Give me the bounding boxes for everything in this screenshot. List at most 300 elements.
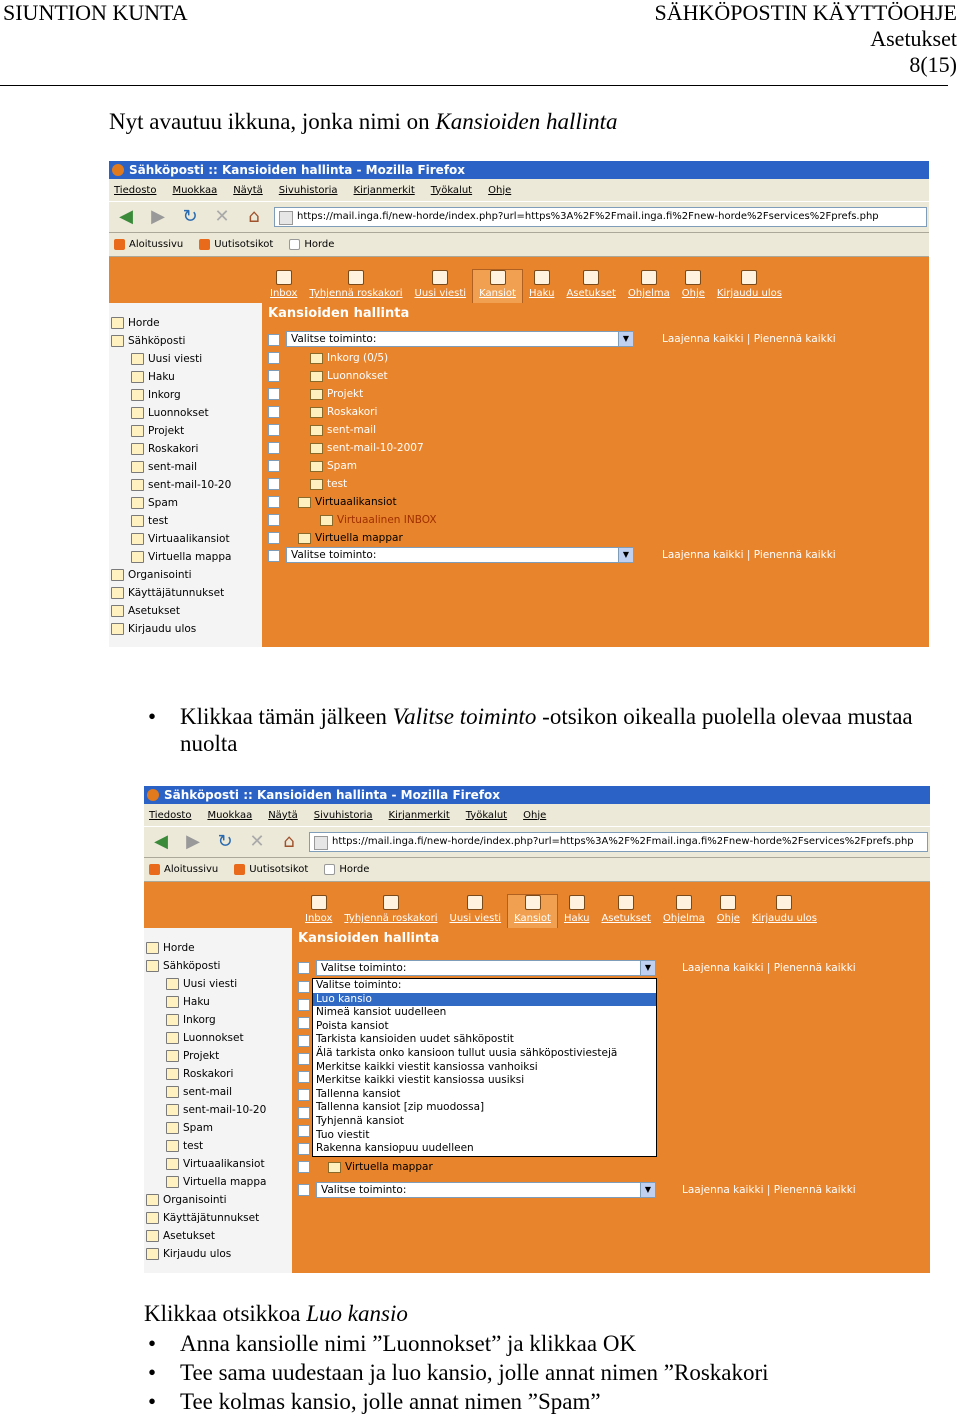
- horde-toolbar: [144, 882, 930, 928]
- sidebar-label: Kirjaudu ulos: [163, 1248, 232, 1260]
- sidebar-label: Kirjaudu ulos: [128, 623, 197, 635]
- sidebar-item[interactable]: [166, 1068, 233, 1080]
- sidebar-label: Luonnokset: [148, 407, 209, 419]
- sidebar-label: Spam: [148, 497, 178, 509]
- bookmarks-bar: [144, 858, 930, 882]
- bookmarks-bar: [109, 233, 929, 257]
- bullet-dot: •: [148, 1360, 157, 1385]
- sidebar-item[interactable]: [111, 623, 196, 635]
- folder-icon: [328, 1162, 341, 1173]
- folder-icon: [166, 1032, 179, 1044]
- folder-icon: [166, 1104, 179, 1116]
- sidebar-label: test: [148, 515, 169, 527]
- folder-label: Roskakori: [327, 406, 378, 418]
- folder-panel: [262, 303, 929, 647]
- sidebar-item[interactable]: [146, 1248, 231, 1260]
- bookmark-item[interactable]: [114, 239, 183, 250]
- dropdown-option[interactable]: Valitse toiminto:: [316, 979, 402, 991]
- click-text: Klikkaa otsikkoa: [144, 1301, 307, 1326]
- sidebar-label: Spam: [183, 1122, 213, 1134]
- folder-icon: [131, 353, 144, 365]
- sidebar-item[interactable]: [131, 425, 184, 437]
- screenshot-action-dropdown: [144, 786, 930, 1273]
- chevron-down-icon[interactable]: ▼: [618, 548, 633, 562]
- folder-row[interactable]: [310, 442, 424, 454]
- folder-icon: [166, 1176, 179, 1188]
- sidebar-item[interactable]: [166, 1086, 232, 1098]
- folder-icon: [146, 1194, 159, 1206]
- folder-row[interactable]: [310, 388, 363, 400]
- bullet-item: [148, 1359, 769, 1386]
- folder-icon: [310, 443, 323, 454]
- folder-row[interactable]: [320, 514, 437, 526]
- header-right: [655, 0, 958, 78]
- sidebar-item[interactable]: [166, 1050, 219, 1062]
- folder-icon: [166, 996, 179, 1008]
- sidebar-item[interactable]: [166, 996, 210, 1008]
- chevron-down-icon[interactable]: ▼: [618, 332, 633, 346]
- bullet-dot: •: [148, 1331, 157, 1356]
- sidebar: [144, 928, 292, 1273]
- window-title: Sähköposti :: Kansioiden hallinta - Mozilla Firefox: [164, 788, 501, 802]
- folder-icon: [111, 317, 124, 329]
- bookmark-item[interactable]: [199, 239, 273, 250]
- bookmark-item[interactable]: [289, 239, 334, 250]
- expand-collapse-links[interactable]: Laajenna kaikki | Pienennä kaikki: [682, 962, 856, 974]
- menu-item[interactable]: Sivuhistoria: [278, 184, 338, 196]
- menu-item[interactable]: Työkalut: [465, 809, 508, 821]
- folder-label: Inkorg (0/5): [327, 352, 389, 364]
- checkbox[interactable]: [268, 550, 280, 562]
- bookmark-item[interactable]: [234, 864, 308, 875]
- user-icon: [111, 587, 124, 599]
- checkbox[interactable]: [298, 1017, 310, 1029]
- horde-toolbar: [109, 257, 929, 303]
- folder-icon: [320, 515, 333, 526]
- header-doc-title: SÄHKÖPOSTIN KÄYTTÖOHJE: [654, 0, 957, 25]
- toolbar-settings[interactable]: Asetukset: [595, 895, 657, 928]
- dropdown-option[interactable]: Tarkista kansioiden uudet sähköpostit: [316, 1033, 514, 1046]
- toolbar-folders[interactable]: Kansiot: [507, 894, 558, 928]
- sidebar-label: Horde: [128, 317, 160, 329]
- sidebar-item[interactable]: [166, 1014, 216, 1026]
- menu-item[interactable]: Muokkaa: [207, 809, 253, 821]
- sidebar-item[interactable]: [131, 515, 168, 527]
- toolbar-logout[interactable]: Kirjaudu ulos: [711, 270, 788, 303]
- folder-icon: [166, 1068, 179, 1080]
- checkbox[interactable]: [268, 370, 280, 382]
- checkbox[interactable]: [298, 1125, 310, 1137]
- dropdown-option[interactable]: Tallenna kansiot [zip muodossa]: [316, 1101, 485, 1114]
- sidebar-label: Luonnokset: [183, 1032, 244, 1044]
- sidebar-label: Asetukset: [128, 605, 181, 617]
- bookmark-label: Horde: [339, 864, 370, 875]
- bullet-text: Tee kolmas kansio, jolle annat nimen ”Spam”: [180, 1389, 601, 1414]
- home-icon[interactable]: ⌂: [248, 206, 260, 227]
- checkbox[interactable]: [298, 1089, 310, 1101]
- intro-paragraph: [109, 108, 618, 136]
- intro-text: Nyt avautuu ikkuna, jonka nimi on: [109, 109, 436, 134]
- bookmark-label: Aloitussivu: [164, 864, 219, 875]
- sidebar-label: Virtuella mappa: [148, 551, 232, 563]
- checkbox[interactable]: [268, 388, 280, 400]
- folder-icon: [131, 551, 144, 563]
- checkbox[interactable]: [268, 334, 280, 346]
- sidebar-item[interactable]: [131, 533, 230, 545]
- sidebar-label: Projekt: [183, 1050, 220, 1062]
- folder-label: sent-mail: [327, 424, 376, 436]
- sidebar-item[interactable]: [131, 353, 202, 365]
- sidebar-item[interactable]: [166, 1104, 266, 1116]
- bullet-text: Anna kansiolle nimi ”Luonnokset” ja klikkaa OK: [180, 1331, 637, 1356]
- bullet-text: -otsikon oikealla puolella olevaa mustaa: [536, 704, 913, 729]
- folder-label: Virtuella mappar: [315, 532, 403, 544]
- header-page-number: 8(15): [909, 52, 957, 77]
- menu-bar: [109, 179, 929, 201]
- folder-icon: [111, 335, 124, 347]
- sidebar-label: sent-mail: [148, 461, 197, 473]
- checkbox[interactable]: [268, 424, 280, 436]
- sidebar-item[interactable]: [111, 569, 192, 581]
- bullet-item: [148, 1388, 601, 1415]
- sidebar-item[interactable]: [131, 497, 178, 509]
- sidebar-label: Haku: [183, 996, 210, 1008]
- sidebar-label: Organisointi: [128, 569, 192, 581]
- checkbox[interactable]: [298, 1143, 310, 1155]
- home-icon[interactable]: ⌂: [283, 831, 295, 852]
- bookmark-label: Uutisotsikot: [214, 239, 274, 250]
- folder-icon: [310, 461, 323, 472]
- folder-icon: [310, 407, 323, 418]
- toolbar-help[interactable]: Ohje: [711, 895, 746, 928]
- sidebar-label: Sähköposti: [128, 335, 186, 347]
- checkbox[interactable]: [268, 532, 280, 544]
- bullet-text: Tee sama uudestaan ja luo kansio, jolle annat nimen ”Roskakori: [180, 1360, 769, 1385]
- chevron-down-icon[interactable]: ▼: [640, 1183, 655, 1197]
- sidebar-label: Inkorg: [148, 389, 181, 401]
- dropdown-option[interactable]: Tallenna kansiot: [316, 1087, 401, 1100]
- logout-icon: [146, 1248, 159, 1260]
- sidebar-label: Horde: [163, 942, 195, 954]
- folder-icon: [310, 479, 323, 490]
- menu-item[interactable]: Ohje: [523, 809, 547, 821]
- sidebar-label: Roskakori: [183, 1068, 234, 1080]
- sidebar-item[interactable]: [131, 371, 175, 383]
- sidebar-label: Projekt: [148, 425, 185, 437]
- folder-icon: [131, 461, 144, 473]
- folder-label: Luonnokset: [327, 370, 388, 382]
- panel-title: Kansioiden hallinta: [298, 931, 440, 946]
- select-label: Valitse toiminto:: [321, 962, 407, 974]
- firefox-icon: [112, 164, 124, 176]
- expand-collapse-links[interactable]: Laajenna kaikki | Pienennä kaikki: [682, 1184, 856, 1196]
- folder-row[interactable]: [310, 460, 357, 472]
- click-create-folder-line: [144, 1300, 408, 1328]
- sidebar-label: Uusi viesti: [183, 978, 238, 990]
- folder-label: Virtuella mappar: [345, 1161, 433, 1173]
- folder-icon: [146, 942, 159, 954]
- firefox-icon: [147, 789, 159, 801]
- checkbox[interactable]: [268, 460, 280, 472]
- checkbox[interactable]: [268, 514, 280, 526]
- bookmark-label: Uutisotsikot: [249, 864, 309, 875]
- sidebar-label: Virtuaalikansiot: [183, 1158, 265, 1170]
- bullet-click-arrow: [148, 703, 960, 757]
- menu-bar: [144, 804, 930, 826]
- bullet-text: Klikkaa tämän jälkeen: [180, 704, 393, 729]
- bullet-text: nuolta: [180, 731, 238, 756]
- checkbox[interactable]: [268, 352, 280, 364]
- dropdown-option-create-folder[interactable]: Luo kansio: [313, 993, 656, 1007]
- bookmark-item[interactable]: [149, 864, 218, 875]
- folder-row[interactable]: [310, 352, 388, 364]
- folder-icon: [111, 569, 124, 581]
- window-title-bar: [144, 786, 930, 804]
- sidebar-label: sent-mail-10-20: [148, 479, 232, 491]
- rss-icon: [199, 239, 210, 250]
- folder-icon: [310, 371, 323, 382]
- folder-icon: [310, 389, 323, 400]
- sidebar-item[interactable]: [166, 978, 237, 990]
- select-label: Valitse toiminto:: [291, 333, 377, 345]
- bullet-emphasis: Valitse toiminto: [392, 704, 537, 729]
- tools-icon: [111, 605, 124, 617]
- sidebar-item[interactable]: [131, 443, 198, 455]
- navigation-bar: [109, 201, 929, 233]
- checkbox[interactable]: [298, 1071, 310, 1083]
- menu-item[interactable]: Kirjanmerkit: [353, 184, 415, 196]
- sidebar-item[interactable]: [111, 587, 224, 599]
- sidebar-label: Uusi viesti: [148, 353, 203, 365]
- bookmark-item[interactable]: [324, 864, 369, 875]
- horde-body: [109, 303, 929, 647]
- sidebar-label: Roskakori: [148, 443, 199, 455]
- folder-icon: [298, 533, 311, 544]
- chevron-down-icon[interactable]: ▼: [640, 961, 655, 975]
- dropdown-option[interactable]: Älä tarkista onko kansioon tullut uusia sähköpostiviestejä: [316, 1046, 618, 1059]
- toolbar-folders[interactable]: Kansiot: [472, 269, 523, 303]
- sidebar-item[interactable]: [131, 407, 209, 419]
- folder-icon: [131, 407, 144, 419]
- sidebar-item[interactable]: [146, 1194, 227, 1206]
- folder-label: sent-mail-10-2007: [327, 442, 424, 454]
- dropdown-option[interactable]: Merkitse kaikki viestit kansiossa uusiksi: [316, 1074, 525, 1087]
- menu-item[interactable]: Näytä: [233, 184, 263, 196]
- folder-row[interactable]: [328, 1161, 433, 1173]
- horde-body: [144, 928, 930, 1273]
- window-title-bar: [109, 161, 929, 179]
- dropdown-option[interactable]: Nimeä kansiot uudelleen: [316, 1006, 447, 1019]
- forward-arrow-icon[interactable]: ▶: [186, 831, 200, 852]
- dropdown-option[interactable]: Poista kansiot: [316, 1019, 389, 1032]
- click-emphasis: Luo kansio: [306, 1301, 408, 1326]
- toolbar-inbox[interactable]: Inbox: [299, 895, 338, 928]
- sidebar-item-mail[interactable]: [111, 335, 185, 347]
- sidebar-item[interactable]: [131, 479, 231, 491]
- checkbox[interactable]: [268, 406, 280, 418]
- toolbar-inbox[interactable]: Inbox: [264, 270, 303, 303]
- menu-item[interactable]: Tiedosto: [149, 809, 192, 821]
- sidebar-item[interactable]: [131, 461, 197, 473]
- sidebar-item[interactable]: [166, 1122, 213, 1134]
- toolbar-programs[interactable]: Ohjelma: [657, 895, 711, 928]
- menu-item[interactable]: Tiedosto: [114, 184, 157, 196]
- checkbox[interactable]: [268, 496, 280, 508]
- folder-icon: [131, 533, 144, 545]
- expand-collapse-links[interactable]: Laajenna kaikki | Pienennä kaikki: [662, 333, 836, 345]
- toolbar-logout[interactable]: Kirjaudu ulos: [746, 895, 823, 928]
- sidebar-label: Käyttäjätunnukset: [163, 1212, 260, 1224]
- bullet-item: [148, 1330, 637, 1357]
- url-field[interactable]: https://mail.inga.fi/new-horde/index.php?url=https%3A%2F%2Fmail.inga.fi%2Fnew-horde%2Fservices%2Fprefs.php: [309, 832, 928, 852]
- sidebar-label: Inkorg: [183, 1014, 216, 1026]
- folder-label: Virtuaalikansiot: [315, 496, 397, 508]
- dropdown-option[interactable]: Tuo viestit: [316, 1128, 370, 1141]
- menu-item[interactable]: Ohje: [488, 184, 512, 196]
- folder-icon: [166, 1158, 179, 1170]
- menu-item[interactable]: Muokkaa: [172, 184, 218, 196]
- folder-icon: [131, 371, 144, 383]
- folder-label: test: [327, 478, 348, 490]
- folder-label: Virtuaalinen INBOX: [337, 514, 437, 526]
- folder-icon: [166, 1014, 179, 1026]
- dropdown-option[interactable]: Tyhjennä kansiot: [316, 1114, 405, 1127]
- folder-row[interactable]: [310, 424, 376, 436]
- folder-icon: [310, 353, 323, 364]
- checkbox[interactable]: [298, 1107, 310, 1119]
- window-title: Sähköposti :: Kansioiden hallinta - Mozilla Firefox: [129, 163, 466, 177]
- checkbox[interactable]: [298, 962, 310, 974]
- menu-item[interactable]: Sivuhistoria: [313, 809, 373, 821]
- page-icon: [324, 864, 335, 875]
- sidebar-label: sent-mail-10-20: [183, 1104, 267, 1116]
- bullet-dot: •: [148, 704, 157, 729]
- sidebar-label: test: [183, 1140, 204, 1152]
- checkbox[interactable]: [298, 1161, 310, 1173]
- sidebar-item[interactable]: [166, 1032, 244, 1044]
- back-arrow-icon[interactable]: ◀: [154, 831, 168, 852]
- user-icon: [146, 1212, 159, 1224]
- logout-icon: [111, 623, 124, 635]
- folder-row[interactable]: [310, 370, 388, 382]
- sidebar-item[interactable]: [146, 1230, 215, 1242]
- panel-title: Kansioiden hallinta: [268, 306, 410, 321]
- sidebar-item-horde[interactable]: [111, 317, 160, 329]
- sidebar-item[interactable]: [111, 605, 180, 617]
- folder-label: Spam: [327, 460, 357, 472]
- header-section: Asetukset: [870, 26, 957, 51]
- sidebar-item[interactable]: [166, 1176, 266, 1188]
- rss-icon: [234, 864, 245, 875]
- sidebar-item-horde[interactable]: [146, 942, 195, 954]
- folder-icon: [131, 425, 144, 437]
- sidebar-label: sent-mail: [183, 1086, 232, 1098]
- select-label: Valitse toiminto:: [291, 549, 377, 561]
- screenshot-folder-management: [109, 161, 929, 647]
- sidebar-item[interactable]: [166, 1158, 265, 1170]
- folder-icon: [131, 443, 144, 455]
- expand-collapse-links[interactable]: Laajenna kaikki | Pienennä kaikki: [662, 549, 836, 561]
- reload-icon[interactable]: ↻: [182, 206, 198, 227]
- sidebar-item-mail[interactable]: [146, 960, 220, 972]
- folder-label: Projekt: [327, 388, 364, 400]
- header-org: SIUNTION KUNTA: [3, 0, 188, 25]
- toolbar-empty-trash[interactable]: Tyhjennä roskakori: [303, 270, 408, 303]
- sidebar-label: Sähköposti: [163, 960, 221, 972]
- toolbar-help[interactable]: Ohje: [676, 270, 711, 303]
- sidebar-label: Virtuella mappa: [183, 1176, 267, 1188]
- tools-icon: [146, 1230, 159, 1242]
- folder-panel: [292, 928, 930, 1273]
- checkbox[interactable]: [298, 981, 310, 993]
- dropdown-option[interactable]: Rakenna kansiopuu uudelleen: [316, 1142, 474, 1155]
- folder-row[interactable]: [310, 406, 377, 418]
- sidebar-label: Virtuaalikansiot: [148, 533, 230, 545]
- bookmark-label: Horde: [304, 239, 335, 250]
- toolbar-settings[interactable]: Asetukset: [560, 270, 622, 303]
- intro-emphasis: Kansioiden hallinta: [435, 109, 618, 134]
- sidebar-label: Organisointi: [163, 1194, 227, 1206]
- forward-arrow-icon[interactable]: ▶: [151, 206, 165, 227]
- toolbar-search[interactable]: Haku: [558, 895, 595, 928]
- folder-icon: [166, 978, 179, 990]
- folder-icon: [166, 1086, 179, 1098]
- stop-icon[interactable]: ✕: [214, 206, 230, 227]
- sidebar-item[interactable]: [131, 551, 231, 563]
- menu-item[interactable]: Työkalut: [430, 184, 473, 196]
- toolbar-new-message[interactable]: Uusi viesti: [409, 270, 473, 303]
- folder-row[interactable]: [298, 496, 397, 508]
- checkbox[interactable]: [268, 478, 280, 490]
- checkbox[interactable]: [268, 442, 280, 454]
- toolbar-search[interactable]: Haku: [523, 270, 560, 303]
- checkbox[interactable]: [298, 1035, 310, 1047]
- bullet-dot: •: [148, 1389, 157, 1414]
- navigation-bar: [144, 826, 930, 858]
- toolbar-programs[interactable]: Ohjelma: [622, 270, 676, 303]
- folder-row[interactable]: [310, 478, 347, 490]
- checkbox[interactable]: [298, 1184, 310, 1196]
- bookmark-icon: [149, 864, 160, 875]
- checkbox[interactable]: [298, 1053, 310, 1065]
- folder-icon: [166, 1140, 179, 1152]
- sidebar-label: Asetukset: [163, 1230, 216, 1242]
- folder-icon: [131, 515, 144, 527]
- folder-icon: [310, 425, 323, 436]
- bookmark-icon: [114, 239, 125, 250]
- dropdown-option[interactable]: Merkitse kaikki viestit kansiossa vanhoiksi: [316, 1060, 538, 1073]
- menu-item[interactable]: Näytä: [268, 809, 298, 821]
- url-field[interactable]: https://mail.inga.fi/new-horde/index.php?url=https%3A%2F%2Fmail.inga.fi%2Fnew-horde%2Fservices%2Fprefs.php: [274, 207, 927, 227]
- back-arrow-icon[interactable]: ◀: [119, 206, 133, 227]
- stop-icon[interactable]: ✕: [249, 831, 265, 852]
- folder-icon: [146, 960, 159, 972]
- checkbox[interactable]: [298, 999, 310, 1011]
- menu-item[interactable]: Kirjanmerkit: [388, 809, 450, 821]
- sidebar-item[interactable]: [131, 389, 181, 401]
- folder-icon: [166, 1122, 179, 1134]
- toolbar-new-message[interactable]: Uusi viesti: [444, 895, 508, 928]
- sidebar-item[interactable]: [166, 1140, 203, 1152]
- folder-icon: [131, 479, 144, 491]
- toolbar-empty-trash[interactable]: Tyhjennä roskakori: [338, 895, 443, 928]
- action-dropdown-list: [312, 978, 657, 1157]
- folder-row[interactable]: [298, 532, 403, 544]
- sidebar: [109, 303, 262, 647]
- folder-icon: [131, 389, 144, 401]
- reload-icon[interactable]: ↻: [217, 831, 233, 852]
- sidebar-item[interactable]: [146, 1212, 259, 1224]
